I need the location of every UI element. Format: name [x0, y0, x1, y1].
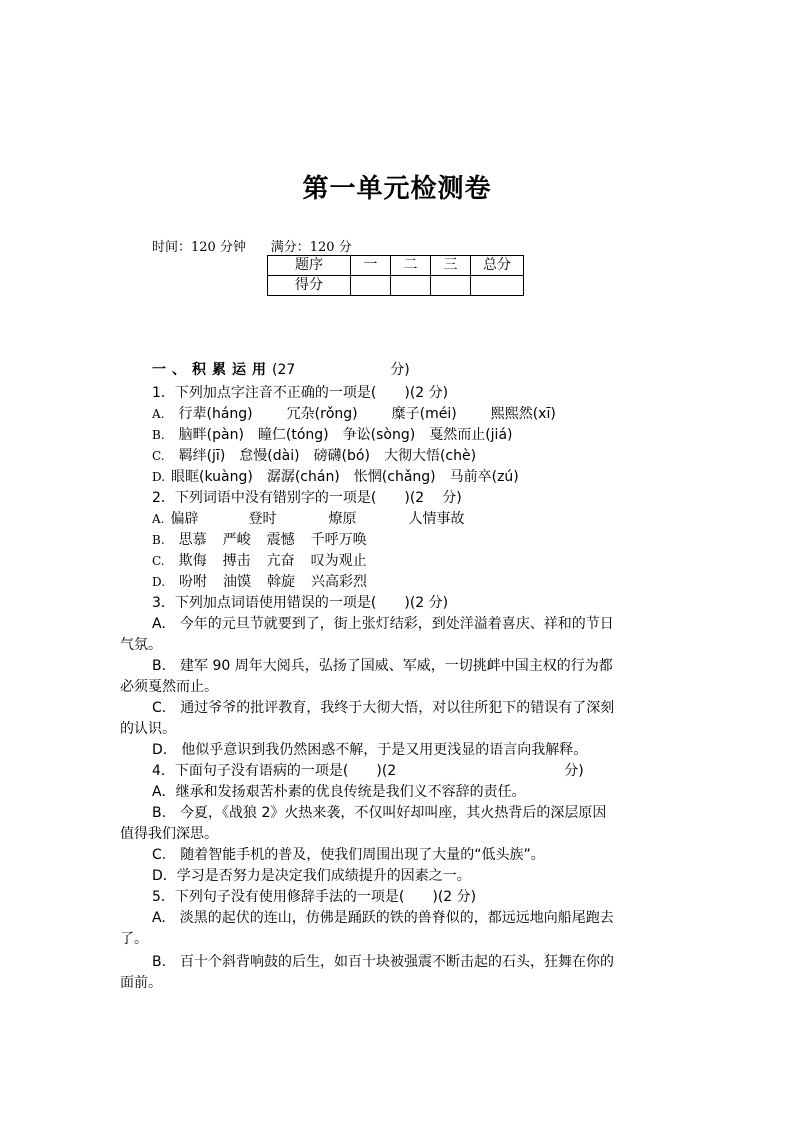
- question-1-option-a: [152, 404, 556, 424]
- question-3-option-d: D. 他似乎意识到我仍然困惑不解，于是又用更浅显的语言向我解释。: [152, 742, 588, 758]
- option-item: 冗杂(rǒng): [286, 406, 358, 422]
- section-label: 一、积累运用: [152, 362, 272, 378]
- option-item: 羁绊(jī): [178, 448, 226, 464]
- question-3-option-a: A. 今年的元旦节就要到了，街上张灯结彩，到处洋溢着喜庆、祥和的节日: [152, 616, 614, 632]
- question-4-option-c: C. 随着智能手机的普及，使我们周围出现了大量的“低头族”。: [152, 847, 545, 863]
- option-item: 搏击: [222, 553, 251, 569]
- question-3-stem: 3．下列加点词语使用错误的一项是( )(2 分): [152, 595, 449, 611]
- option-item: 登时: [248, 511, 277, 527]
- question-4-option-a: A．继承和发扬艰苦朴素的优良传统是我们义不容辞的责任。: [152, 784, 526, 800]
- option-item: 吩咐: [179, 574, 208, 590]
- score-cell: [471, 276, 524, 296]
- page-title: 第一单元检测卷: [302, 174, 492, 204]
- option-letter: D.: [152, 575, 166, 589]
- option-item: 叹为观止: [310, 553, 367, 569]
- option-item: 眼眶(kuàng): [171, 469, 253, 485]
- option-item: 怅惘(chǎng): [353, 469, 436, 485]
- question-3-option-c-cont: 的认识。: [120, 721, 176, 737]
- option-item: 糜子(méi): [391, 406, 457, 422]
- exam-meta: [152, 236, 352, 255]
- option-item: 脑畔(pàn): [178, 427, 244, 443]
- score-table-header-row: [268, 256, 524, 276]
- question-4-option-d: D．学习是否努力是决定我们成绩提升的因素之一。: [152, 868, 471, 884]
- score-cell: [431, 276, 471, 296]
- option-item: 熙熙然(xī): [490, 406, 556, 422]
- full-score: 满分：120 分: [270, 240, 352, 255]
- score-header-cell: 一: [351, 256, 391, 276]
- option-letter: C.: [152, 449, 165, 463]
- option-letter: B.: [152, 533, 165, 547]
- question-4-option-b-cont: 值得我们深思。: [120, 826, 218, 842]
- option-item: 燎原: [328, 511, 357, 527]
- score-table: [267, 255, 524, 296]
- option-item: 震憾: [266, 532, 295, 548]
- question-1-option-d: [152, 467, 519, 487]
- option-letter: A.: [152, 512, 165, 526]
- option-item: 人情事故: [408, 511, 465, 527]
- option-item: 戛然而止(jiá): [429, 427, 513, 443]
- option-item: 欺侮: [178, 553, 207, 569]
- option-item: 油馍: [223, 574, 252, 590]
- score-header-cell: 二: [391, 256, 431, 276]
- option-item: 争讼(sòng): [342, 427, 416, 443]
- question-2-option-d: [152, 572, 367, 592]
- option-item: 偏辟: [170, 511, 199, 527]
- question-5-option-b: B. 百十个斜背响鼓的后生，如百十块被强震不断击起的石头，狂舞在你的: [152, 954, 615, 970]
- option-item: 兴高彩烈: [311, 574, 368, 590]
- option-letter: C.: [152, 554, 165, 568]
- option-letter: A.: [152, 407, 165, 421]
- question-5-option-a: A. 淡黑的起伏的连山，仿佛是踊跃的铁的兽脊似的，都远远地向船尾跑去: [152, 910, 614, 926]
- question-4-option-b: B. 今夏，《战狼 2》火热来袭，不仅叫好却叫座，其火热背后的深层原因: [152, 805, 607, 821]
- question-2-option-b: [152, 530, 367, 550]
- question-1-option-c: [152, 446, 476, 466]
- option-item: 斡旋: [267, 574, 296, 590]
- option-item: 磅礴(bó): [313, 448, 370, 464]
- option-letter: B.: [152, 428, 165, 442]
- section-score-b: 分): [390, 362, 410, 378]
- option-letter: D.: [152, 470, 166, 484]
- option-item: 马前卒(zú): [449, 469, 519, 485]
- option-item: 行辈(háng): [178, 406, 253, 422]
- option-item: 怠慢(dài): [239, 448, 300, 464]
- question-5-option-b-cont: 面前。: [120, 975, 162, 991]
- score-cell: [391, 276, 431, 296]
- question-2-option-a: [152, 509, 464, 529]
- option-item: 大彻大悟(chè): [383, 448, 477, 464]
- question-stem-score: 分): [442, 490, 462, 506]
- question-5-stem: 5．下列句子没有使用修辞手法的一项是( )(2 分): [152, 889, 477, 905]
- section-score-a: (27: [272, 362, 296, 378]
- question-1-option-b: [152, 425, 513, 445]
- score-header-cell: 三: [431, 256, 471, 276]
- question-5-option-a-cont: 了。: [120, 931, 148, 947]
- question-3-option-c: C. 通过爷爷的批评教育，我终于大彻大悟，对以往所犯下的错误有了深刻: [152, 700, 615, 716]
- score-header-cell: 总分: [471, 256, 524, 276]
- option-item: 思慕: [178, 532, 207, 548]
- section-heading: [152, 360, 410, 380]
- option-item: 千呼万唤: [310, 532, 367, 548]
- question-3-option-b: B. 建军 90 周年大阅兵，弘扬了国威、军威，一切挑衅中国主权的行为都: [152, 658, 613, 674]
- question-2-stem: [152, 488, 462, 508]
- option-item: 潺潺(chán): [266, 469, 340, 485]
- score-table-score-row: [268, 276, 524, 296]
- score-row-label: 得分: [268, 276, 351, 296]
- question-stem-score: 分): [564, 763, 584, 779]
- score-header-cell: 题序: [268, 256, 351, 276]
- option-item: 亢奋: [266, 553, 295, 569]
- score-cell: [351, 276, 391, 296]
- time-limit: 时间：120 分钟: [152, 240, 246, 255]
- question-4-stem: [152, 761, 584, 781]
- option-item: 严峻: [222, 532, 251, 548]
- question-3-option-a-cont: 气氛。: [120, 637, 162, 653]
- option-item: 瞳仁(tóng): [257, 427, 329, 443]
- question-stem-text: 2．下列词语中没有错别字的一项是( )(2: [152, 490, 425, 506]
- question-2-option-c: [152, 551, 367, 571]
- question-stem-text: 4．下面句子没有语病的一项是( )(2: [152, 763, 397, 779]
- question-1-stem: 1．下列加点字注音不正确的一项是( )(2 分): [152, 385, 449, 401]
- question-3-option-b-cont: 必须戛然而止。: [120, 679, 218, 695]
